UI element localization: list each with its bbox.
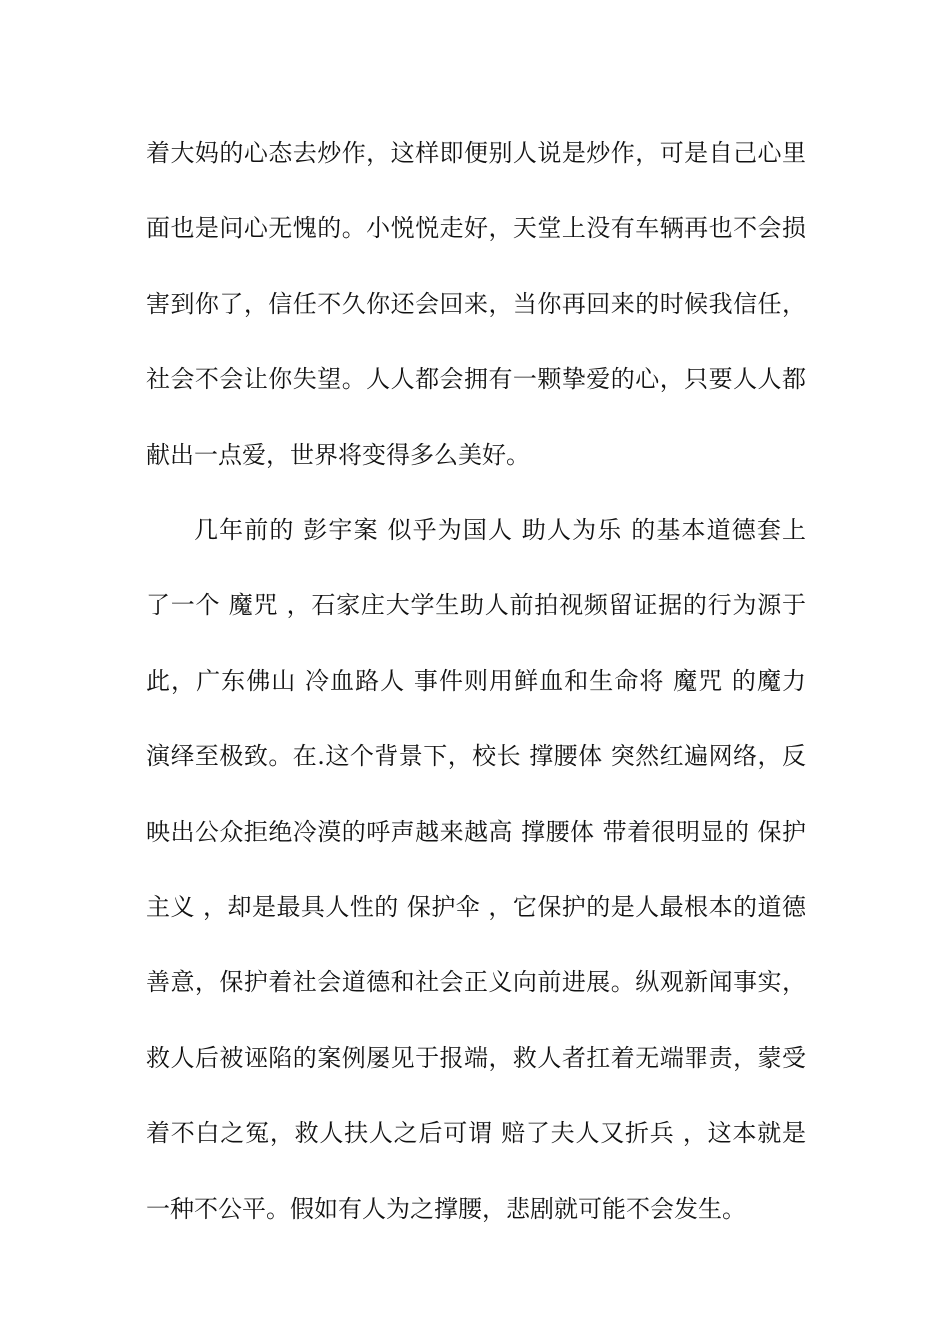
paragraph-line: 献出一点爱，世界将变得多么美好。 — [146, 440, 530, 469]
paragraph-line: 着不白之冤，救人扶人之后可谓 赔了夫人又折兵 ，这本就是 — [146, 1119, 806, 1148]
paragraph-line: 映出公众拒绝冷漠的呼声越来越高 撑腰体 带着很明显的 保护 — [146, 817, 806, 846]
paragraph-line: 面也是问心无愧的。小悦悦走好，天堂上没有车辆再也不会损 — [146, 214, 806, 243]
paragraph-line: 社会不会让你失望。人人都会拥有一颗挚爱的心，只要人人都 — [146, 365, 806, 394]
paragraph-line: 救人后被诬陷的案例屡见于报端，救人者扛着无端罪责，蒙受 — [146, 1043, 806, 1072]
paragraph-line: 主义 ，却是最具人性的 保护伞 ，它保护的是人最根本的道德 — [146, 892, 806, 921]
paragraph-line: 善意，保护着社会道德和社会正义向前进展。纵观新闻事实， — [146, 968, 806, 997]
paragraph-line: 一种不公平。假如有人为之撑腰，悲剧就可能不会发生。 — [146, 1194, 746, 1223]
paragraph-line: 几年前的 彭宇案 似乎为国人 助人为乐 的基本道德套上 — [194, 516, 806, 544]
paragraph-1 — [146, 116, 806, 493]
paragraph-line: 着大妈的心态去炒作，这样即便别人说是炒作，可是自己心里 — [146, 139, 806, 167]
paragraph-line: 了一个 魔咒 ，石家庄大学生助人前拍视频留证据的行为源于 — [146, 591, 806, 620]
paragraph-2 — [146, 493, 806, 1247]
paragraph-line: 演绎至极致。在.这个背景下，校长 撑腰体 突然红遍网络，反 — [146, 742, 806, 771]
paragraph-line: 此，广东佛山 冷血路人 事件则用鲜血和生命将 魔咒 的魔力 — [146, 666, 806, 695]
paragraph-line: 害到你了，信任不久你还会回来，当你再回来的时候我信任， — [146, 289, 806, 318]
